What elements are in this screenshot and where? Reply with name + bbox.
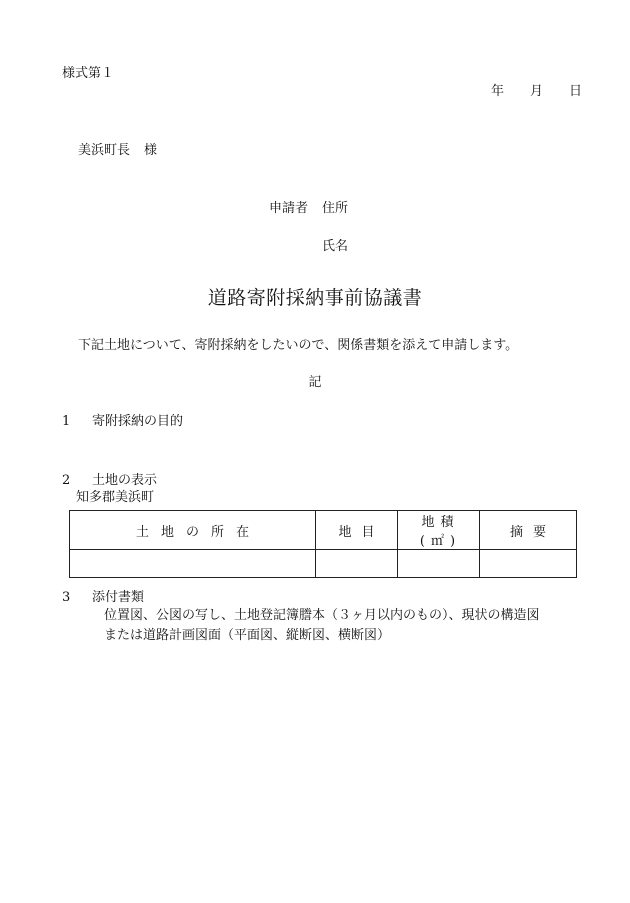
land-table [69,510,577,578]
document-title: 道路寄附採納事前協議書 [207,287,423,309]
date-month-label: 月 [529,84,543,99]
date-line [491,84,582,100]
intro-text: 下記土地について、寄附採納をしたいので、関係書類を添えて申請します。 [78,338,519,353]
applicant-address-line [269,201,348,217]
addressee [78,143,157,159]
applicant-name-label: 氏名 [322,239,349,254]
section-1-label: 寄附採納の目的 [92,414,184,429]
attachments-line-2: または道路計画図面（平面図、縦断図、横断図） [104,628,391,643]
cell-location [70,550,316,578]
header-land-category: 地目 [316,511,398,550]
section-2-location: 知多郡美浜町 [76,490,155,505]
applicant-role: 申請者 [269,201,309,216]
cell-area [398,550,480,578]
header-area: 地積(㎡) [398,511,480,550]
form-number: 様式第１ [62,66,115,81]
section-1-heading [62,414,183,430]
addressee-name: 美浜町長 [78,143,131,158]
table-row [70,550,577,578]
ki-label: 記 [308,375,322,390]
applicant-address-label: 住所 [322,201,349,216]
land-table-header-row [70,511,577,550]
attachments-line-1: 位置図、公図の写し、土地登記簿謄本（３ヶ月以内のもの）、現状の構造図 [104,608,540,623]
date-day-label: 日 [568,84,582,99]
section-3-label: 添付書類 [92,590,145,605]
cell-land-category [316,550,398,578]
date-year-label: 年 [490,84,504,99]
header-remarks: 摘要 [480,511,577,550]
section-2-label: 土地の表示 [92,473,158,488]
section-2-heading [62,473,157,489]
section-2-number: 2 [62,473,71,488]
addressee-honorific: 様 [144,143,158,158]
cell-remarks [480,550,577,578]
section-1-number: 1 [62,414,71,429]
header-location: 土地の所在 [70,511,316,550]
section-3-heading [62,590,144,606]
section-3-number: 3 [62,590,71,605]
